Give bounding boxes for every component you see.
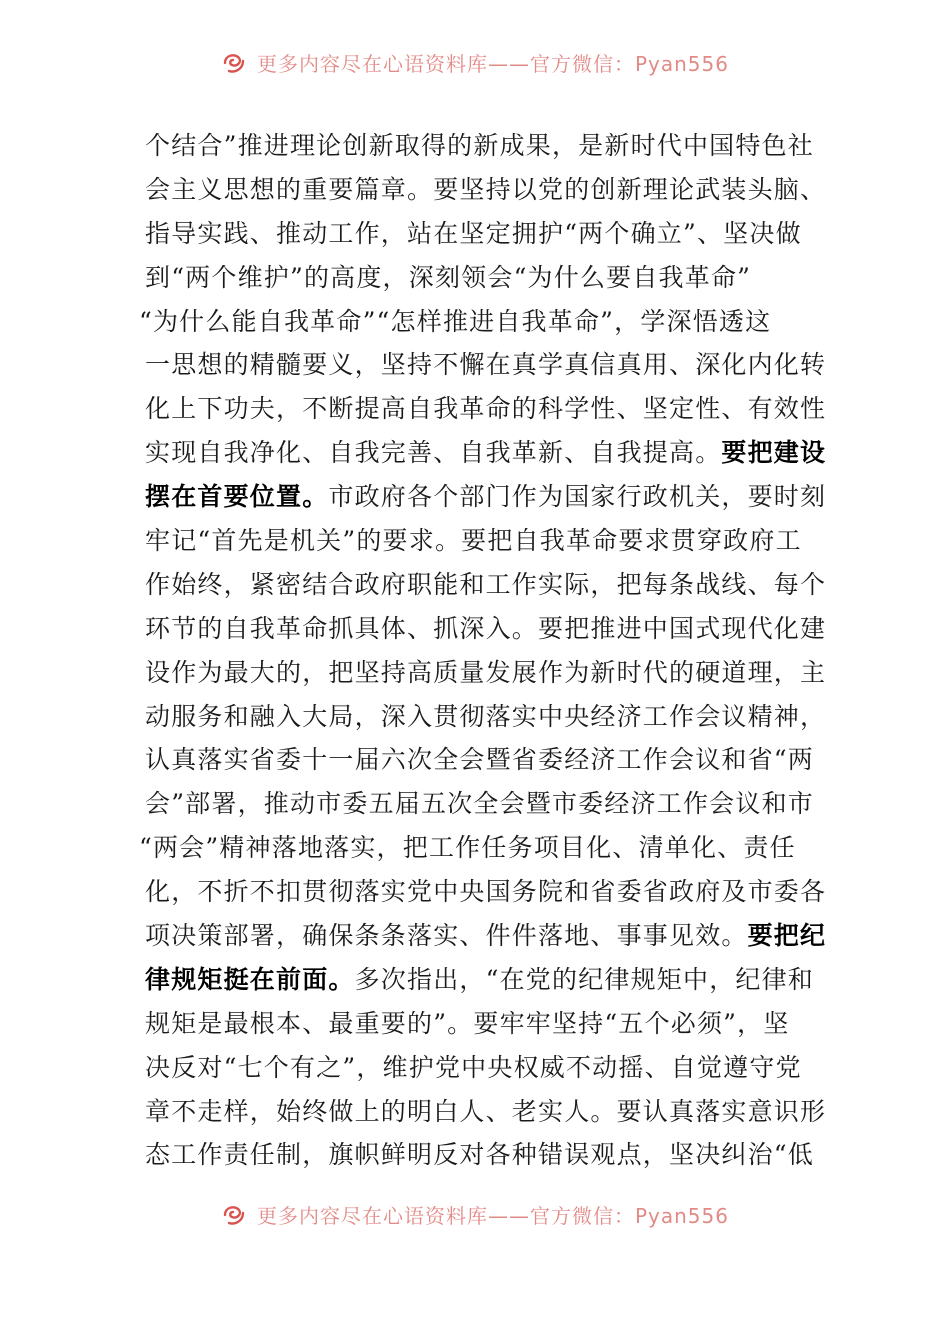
text-line — [145, 343, 827, 387]
text-line — [145, 431, 827, 475]
bold-heading-segment: 要把建设 — [721, 438, 827, 468]
text-segment: 章不走样，始终做上的明白人、老实人。要认真落实意识形 — [145, 1096, 827, 1126]
text-segment: 项决策部署，确保条条落实、件件落地、事事见效。 — [145, 921, 748, 951]
text-line — [145, 738, 814, 782]
text-line — [145, 607, 827, 651]
text-line — [145, 1002, 809, 1046]
text-line — [145, 212, 809, 256]
text-segment: 作始终，紧密结合政府职能和工作实际，把每条战线、每个 — [145, 569, 827, 599]
text-segment: 到“两个维护”的高度，深刻领会“为什么要自我革命” — [145, 262, 752, 292]
text-line — [145, 914, 827, 958]
text-line — [145, 387, 827, 431]
text-segment: 环节的自我革命抓具体、抓深入。要把推进中国式现代化建 — [145, 613, 827, 643]
text-segment: 化，不折不扣贯彻落实党中央国务院和省委省政府及市委各 — [145, 877, 827, 907]
text-line — [139, 826, 809, 870]
text-line — [145, 256, 809, 300]
watermark-text: 更多内容尽在心语资料库——官方微信：Pyan556 — [256, 51, 729, 76]
text-line — [145, 475, 827, 519]
text-segment: 态工作责任制，旗帜鲜明反对各种错误观点，坚决纠治“低 — [145, 1140, 814, 1170]
text-line — [145, 1090, 827, 1134]
brand-swirl-icon — [221, 1202, 247, 1227]
text-line — [145, 1046, 809, 1090]
text-segment: 认真落实省委十一届六次全会暨省委经济工作会议和省“两 — [145, 745, 814, 775]
text-line — [145, 651, 827, 695]
text-segment: 指导实践、推动工作，站在坚定拥护“两个确立”、坚决做 — [145, 218, 802, 248]
text-segment: 化上下功夫，不断提高自我革命的科学性、坚定性、有效性 — [145, 394, 827, 424]
text-line — [139, 300, 809, 344]
text-line — [145, 870, 827, 914]
text-segment: 牢记“首先是机关”的要求。要把自我革命要求贯穿政府工 — [145, 526, 802, 556]
text-line — [145, 519, 809, 563]
brand-swirl-icon — [221, 50, 247, 75]
text-segment: “为什么能自我革命”“怎样推进自我革命”，学深悟透这 — [139, 306, 772, 336]
text-line — [145, 958, 814, 1002]
text-line — [145, 124, 814, 168]
text-segment: 市政府各个部门作为国家行政机关，要时刻 — [328, 482, 827, 512]
watermark-text: 更多内容尽在心语资料库——官方微信：Pyan556 — [256, 1203, 729, 1228]
text-line — [145, 782, 814, 826]
text-segment: 设作为最大的，把坚持高质量发展作为新时代的硬道理，主 — [145, 657, 827, 687]
text-segment: 规矩是最根本、最重要的”。要牢牢坚持“五个必须”，坚 — [145, 1008, 790, 1038]
bold-heading-segment: 摆在首要位置。 — [145, 482, 329, 512]
text-segment: 实现自我净化、自我完善、自我革新、自我提高。 — [145, 438, 722, 468]
text-segment: “两会”精神落地落实，把工作任务项目化、清单化、责任 — [139, 833, 796, 863]
header-watermark — [0, 50, 950, 90]
text-line — [145, 695, 827, 739]
document-body — [139, 124, 827, 1177]
text-line — [145, 563, 827, 607]
bold-heading-segment: 要把纪 — [747, 921, 827, 951]
bold-heading-segment: 律规矩挺在前面。 — [145, 964, 355, 994]
text-segment: 会”部署，推动市委五届五次全会暨市委经济工作会议和市 — [145, 789, 814, 819]
text-segment: 会主义思想的重要篇章。要坚持以党的创新理论武装头脑、 — [145, 174, 827, 204]
text-segment: 一思想的精髓要义，坚持不懈在真学真信真用、深化内化转 — [145, 350, 827, 380]
text-segment: 多次指出，“在党的纪律规矩中，纪律和 — [354, 964, 814, 994]
footer-watermark — [0, 1202, 950, 1242]
text-line — [145, 168, 827, 212]
text-segment: 个结合”推进理论创新取得的新成果，是新时代中国特色社 — [145, 131, 814, 160]
text-segment: 动服务和融入大局，深入贯彻落实中央经济工作会议精神， — [145, 701, 827, 731]
text-segment: 决反对“七个有之”，维护党中央权威不动摇、自觉遵守党 — [145, 1052, 802, 1082]
text-line — [145, 1133, 814, 1177]
